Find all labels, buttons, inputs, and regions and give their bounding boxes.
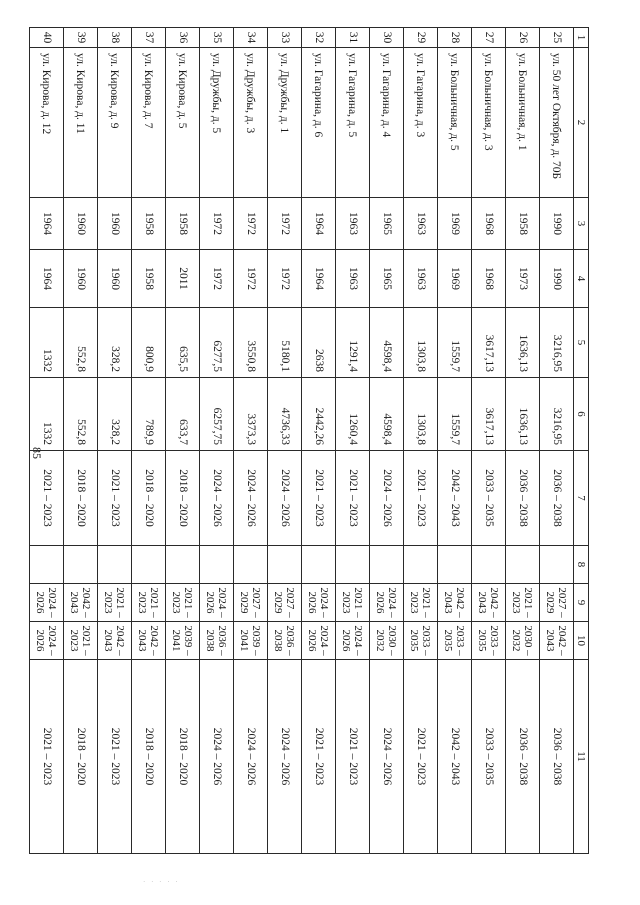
empty-cell (370, 546, 404, 584)
empty-cell (64, 546, 98, 584)
period-cell: 2021 – 2023 (64, 622, 98, 660)
address-cell: ул. Кирова, д. 7 (132, 48, 166, 198)
row-number: 31 (336, 28, 370, 48)
year-cell: 1964 (30, 250, 64, 308)
address-cell: ул. Кирова, д. 11 (64, 48, 98, 198)
area-total-cell: 3550,8 (234, 308, 268, 378)
year-cell: 1960 (98, 250, 132, 308)
period-cell: 2021 – 2023 (336, 584, 370, 622)
period-cell: 2024 – 2026 (370, 451, 404, 546)
year-cell: 1964 (302, 250, 336, 308)
year-built-cell: 1969 (438, 198, 472, 250)
area-total-cell: 3617,13 (472, 308, 506, 378)
year-built-cell: 1965 (370, 198, 404, 250)
area-cell: 2442,26 (302, 378, 336, 451)
address-cell: ул. 50 лет Октября, д. 70Б (540, 48, 574, 198)
period-cell: 2024 – 2026 (30, 584, 64, 622)
period-cell: 2021 – 2023 (166, 584, 200, 622)
area-cell: 1303,8 (404, 378, 438, 451)
row-number: 30 (370, 28, 404, 48)
empty-cell (200, 546, 234, 584)
period-cell: 2024 – 2026 (302, 584, 336, 622)
table-row (336, 28, 370, 854)
column-number: 3 (574, 198, 589, 250)
period-cell: 2027 – 2029 (540, 584, 574, 622)
period-cell: 2021 – 2023 (30, 451, 64, 546)
year-built-cell: 1964 (30, 198, 64, 250)
year-built-cell: 1963 (336, 198, 370, 250)
period-cell: 2021 – 2023 (98, 660, 132, 854)
year-built-cell: 1972 (268, 198, 302, 250)
column-number: 2 (574, 48, 589, 198)
period-cell: 2024 – 2026 (30, 622, 64, 660)
year-cell: 1968 (472, 250, 506, 308)
table-row (234, 28, 268, 854)
table-frame (34, 27, 589, 853)
year-cell: 1969 (438, 250, 472, 308)
table-row (166, 28, 200, 854)
area-total-cell: 328,2 (98, 308, 132, 378)
year-cell: 1963 (404, 250, 438, 308)
period-cell: 2021 – 2023 (302, 660, 336, 854)
period-cell: 2024 – 2026 (370, 660, 404, 854)
address-cell: ул. Кирова, д. 12 (30, 48, 64, 198)
address-cell: ул. Дружбы, д. 5 (200, 48, 234, 198)
column-number-row (574, 28, 589, 854)
period-cell: 2021 – 2023 (404, 584, 438, 622)
year-cell: 1972 (200, 250, 234, 308)
year-cell: 1990 (540, 250, 574, 308)
period-cell: 2036 – 2038 (540, 660, 574, 854)
column-number: 11 (574, 660, 589, 854)
empty-cell (166, 546, 200, 584)
period-cell: 2021 – 2023 (98, 584, 132, 622)
period-cell: 2021 – 2023 (506, 584, 540, 622)
period-cell: 2018 – 2020 (166, 660, 200, 854)
period-cell: 2042 – 2043 (132, 622, 166, 660)
period-cell: 2018 – 2020 (64, 660, 98, 854)
address-cell: ул. Кирова, д. 9 (98, 48, 132, 198)
page-number: 85 (30, 447, 44, 459)
year-cell: 1963 (336, 250, 370, 308)
period-cell: 2018 – 2020 (132, 451, 166, 546)
address-cell: ул. Дружбы, д. 3 (234, 48, 268, 198)
table-row (370, 28, 404, 854)
period-cell: 2018 – 2020 (132, 660, 166, 854)
area-cell: 1559,7 (438, 378, 472, 451)
area-cell: 789,9 (132, 378, 166, 451)
address-cell: ул. Гагарина, д. 5 (336, 48, 370, 198)
row-number: 36 (166, 28, 200, 48)
period-cell: 2042 – 2043 (438, 584, 472, 622)
area-cell: 1260,4 (336, 378, 370, 451)
period-cell: 2033 – 2035 (472, 660, 506, 854)
period-cell: 2024 – 2026 (370, 584, 404, 622)
table-row (506, 28, 540, 854)
area-cell: 1636,13 (506, 378, 540, 451)
row-number: 37 (132, 28, 166, 48)
period-cell: 2021 – 2023 (30, 660, 64, 854)
year-built-cell: 1958 (506, 198, 540, 250)
period-cell: 2027 – 2029 (268, 584, 302, 622)
column-number: 5 (574, 308, 589, 378)
period-cell: 2042 – 2043 (472, 584, 506, 622)
period-cell: 2033 – 2035 (438, 622, 472, 660)
year-cell: 1972 (234, 250, 268, 308)
empty-cell (30, 546, 64, 584)
empty-cell (404, 546, 438, 584)
column-number: 8 (574, 546, 589, 584)
period-cell: 2039 – 2041 (234, 622, 268, 660)
year-cell: 2011 (166, 250, 200, 308)
period-cell: 2042 – 2043 (540, 622, 574, 660)
table-row (30, 28, 64, 854)
area-total-cell: 800,9 (132, 308, 166, 378)
area-cell: 633,7 (166, 378, 200, 451)
area-total-cell: 1636,13 (506, 308, 540, 378)
address-cell: ул. Больничная, д. 3 (472, 48, 506, 198)
rotated-table-container (34, 27, 589, 853)
row-number: 25 (540, 28, 574, 48)
address-cell: ул. Кирова, д. 5 (166, 48, 200, 198)
year-built-cell: 1968 (472, 198, 506, 250)
period-cell: 2018 – 2020 (64, 451, 98, 546)
row-number: 28 (438, 28, 472, 48)
area-total-cell: 1559,7 (438, 308, 472, 378)
table-row (98, 28, 132, 854)
year-built-cell: 1964 (302, 198, 336, 250)
column-number: 10 (574, 622, 589, 660)
period-cell: 2030 – 2032 (370, 622, 404, 660)
year-built-cell: 1958 (166, 198, 200, 250)
period-cell: 2030 – 2032 (506, 622, 540, 660)
column-number: 7 (574, 451, 589, 546)
period-cell: 2018 – 2020 (166, 451, 200, 546)
row-number: 34 (234, 28, 268, 48)
area-total-cell: 552,8 (64, 308, 98, 378)
period-cell: 2021 – 2023 (404, 451, 438, 546)
housing-register-table (29, 27, 589, 854)
area-cell: 552,8 (64, 378, 98, 451)
row-number: 38 (98, 28, 132, 48)
area-cell: 3617,13 (472, 378, 506, 451)
period-cell: 2024 – 2026 (268, 660, 302, 854)
row-number: 40 (30, 28, 64, 48)
year-cell: 1972 (268, 250, 302, 308)
address-cell: ул. Гагарина, д. 6 (302, 48, 336, 198)
period-cell: 2021 – 2023 (132, 584, 166, 622)
period-cell: 2042 – 2043 (438, 451, 472, 546)
area-total-cell: 635,5 (166, 308, 200, 378)
area-cell: 6257,75 (200, 378, 234, 451)
column-number: 4 (574, 250, 589, 308)
period-cell: 2024 – 2026 (200, 584, 234, 622)
period-cell: 2036 – 2038 (200, 622, 234, 660)
period-cell: 2027 – 2029 (234, 584, 268, 622)
empty-cell (98, 546, 132, 584)
year-built-cell: 1990 (540, 198, 574, 250)
period-cell: 2024 – 2026 (268, 451, 302, 546)
period-cell: 2036 – 2038 (540, 451, 574, 546)
period-cell: 2021 – 2023 (404, 660, 438, 854)
area-total-cell: 3216,95 (540, 308, 574, 378)
column-number: 6 (574, 378, 589, 451)
year-cell: 1960 (64, 250, 98, 308)
empty-cell (132, 546, 166, 584)
area-cell: 4736,33 (268, 378, 302, 451)
row-number: 32 (302, 28, 336, 48)
empty-cell (336, 546, 370, 584)
area-total-cell: 5180,1 (268, 308, 302, 378)
empty-cell (234, 546, 268, 584)
period-cell: 2024 – 2026 (302, 622, 336, 660)
area-total-cell: 1291,4 (336, 308, 370, 378)
period-cell: 2021 – 2023 (302, 451, 336, 546)
empty-cell (472, 546, 506, 584)
area-total-cell: 1332 (30, 308, 64, 378)
address-cell: ул. Гагарина, д. 4 (370, 48, 404, 198)
scan-artifact-dots: · · · · · (143, 878, 180, 886)
empty-cell (506, 546, 540, 584)
area-total-cell: 6277,5 (200, 308, 234, 378)
period-cell: 2036 – 2038 (506, 660, 540, 854)
year-cell: 1958 (132, 250, 166, 308)
period-cell: 2039 – 2041 (166, 622, 200, 660)
empty-cell (540, 546, 574, 584)
row-number: 27 (472, 28, 506, 48)
period-cell: 2033 – 2035 (472, 451, 506, 546)
period-cell: 2024 – 2026 (336, 622, 370, 660)
period-cell: 2021 – 2023 (336, 660, 370, 854)
column-number: 9 (574, 584, 589, 622)
row-number: 26 (506, 28, 540, 48)
table-row (268, 28, 302, 854)
period-cell: 2033 – 2035 (472, 622, 506, 660)
period-cell: 2024 – 2026 (200, 451, 234, 546)
year-cell: 1973 (506, 250, 540, 308)
area-cell: 328,2 (98, 378, 132, 451)
area-cell: 4598,4 (370, 378, 404, 451)
period-cell: 2024 – 2026 (200, 660, 234, 854)
row-number: 33 (268, 28, 302, 48)
period-cell: 2042 – 2043 (438, 660, 472, 854)
period-cell: 2033 – 2035 (404, 622, 438, 660)
area-cell: 3373,3 (234, 378, 268, 451)
empty-cell (438, 546, 472, 584)
period-cell: 2036 – 2038 (268, 622, 302, 660)
year-built-cell: 1963 (404, 198, 438, 250)
empty-cell (302, 546, 336, 584)
year-cell: 1965 (370, 250, 404, 308)
address-cell: ул. Дружбы, д. 1 (268, 48, 302, 198)
period-cell: 2021 – 2023 (98, 451, 132, 546)
year-built-cell: 1960 (64, 198, 98, 250)
column-number: 1 (574, 28, 589, 48)
table-row (404, 28, 438, 854)
period-cell: 2021 – 2023 (336, 451, 370, 546)
table-row (64, 28, 98, 854)
area-cell: 1332 (30, 378, 64, 451)
period-cell: 2042 – 2043 (64, 584, 98, 622)
table-row (302, 28, 336, 854)
period-cell: 2036 – 2038 (506, 451, 540, 546)
row-number: 39 (64, 28, 98, 48)
area-cell: 3216,95 (540, 378, 574, 451)
year-built-cell: 1972 (234, 198, 268, 250)
table-row (132, 28, 166, 854)
table-row (540, 28, 574, 854)
table-row (438, 28, 472, 854)
year-built-cell: 1960 (98, 198, 132, 250)
period-cell: 2024 – 2026 (234, 451, 268, 546)
area-total-cell: 1303,8 (404, 308, 438, 378)
row-number: 29 (404, 28, 438, 48)
table-row (200, 28, 234, 854)
year-built-cell: 1958 (132, 198, 166, 250)
area-total-cell: 4598,4 (370, 308, 404, 378)
period-cell: 2024 – 2026 (234, 660, 268, 854)
address-cell: ул. Гагарина, д. 3 (404, 48, 438, 198)
address-cell: ул. Больничная, д. 1 (506, 48, 540, 198)
table-row (472, 28, 506, 854)
empty-cell (268, 546, 302, 584)
row-number: 35 (200, 28, 234, 48)
period-cell: 2042 – 2043 (98, 622, 132, 660)
area-total-cell: 2638 (302, 308, 336, 378)
year-built-cell: 1972 (200, 198, 234, 250)
address-cell: ул. Больничная, д. 5 (438, 48, 472, 198)
